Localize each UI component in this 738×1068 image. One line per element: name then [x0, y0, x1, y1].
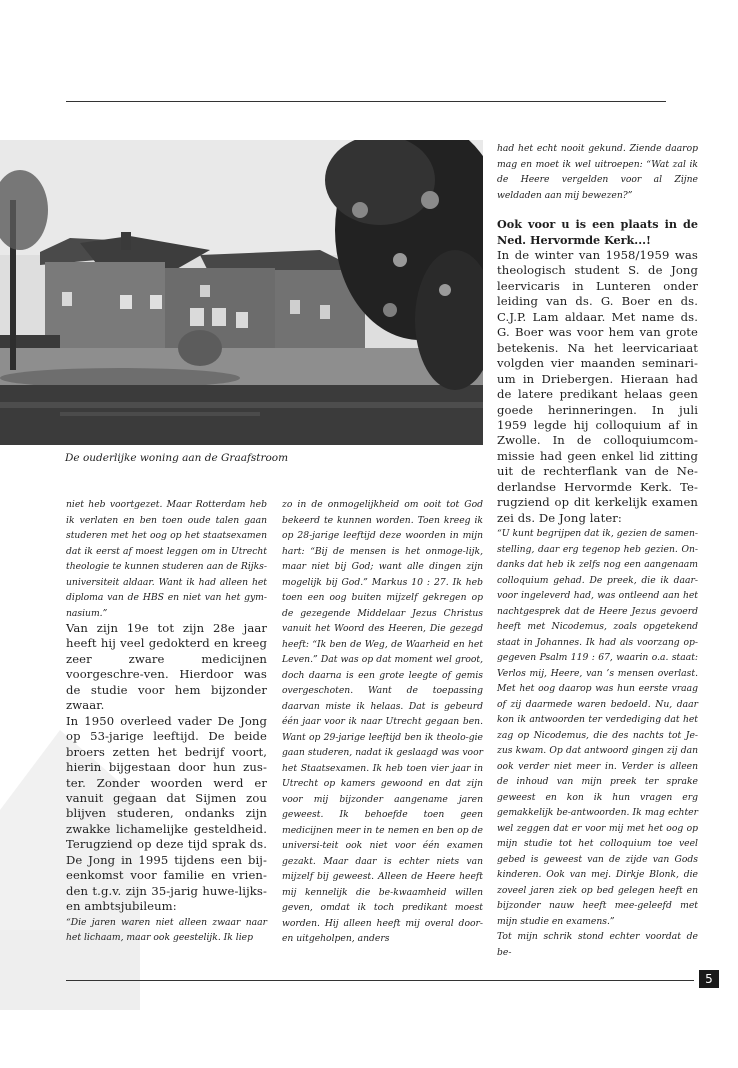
col2-paragraph: zo in de onmogelijkheid om ooit tot God bekeerd te kunnen worden. Toen kreeg ik op 28-jarige leeftijd deze woorden in mijn hart: “Bij de mensen is het onmoge-lijk, maar niet bij God; want alle dingen zijn mogelijk bij God.” Markus 10 : 27. Ik heb toen een oog buiten mijzelf gekregen op de gezegende Middelaar Jezus Christus vanuit het Woord des Heeren, Die gezegd heeft: “Ik ben de Weg, de Waarheid en het Leven.” Dat was op dat moment wel groot, doch daarna is een grote leegte of gemis overgeschoten. Want de toepassing daarvan miste ik helaas. Dat is gebeurd één jaar voor ik naar Utrecht gegaan ben. Want op 29-jarige leeftijd ben ik theolo-gie gaan studeren, nadat ik geslaagd was voor het Staatsexamen. Ik heb toen vier jaar in Utrecht op kamers gewoond en dat zijn voor mij bijzonder aangename jaren geweest. Ik behoefde toen geen medicijnen meer in te nemen en ben op de universi-teit ook niet voor één examen gezakt. Maar daar is echter niets van mijzelf bij geweest. Alleen de Heere heeft mij kennelijk die be-kwaamheid willen geven, omdat ik toch predikant moest worden. Hij alleen heeft mij overal door- en uitgeholpen, anders — [282, 499, 483, 944]
col1-paragraph: niet heb voortgezet. Maar Rotterdam heb ik verlaten en ben toen oude talen gaan studeren met het oog op het staatsexamen dat ik eerst af moest leggen om in Utrecht theologie te kunnen studeren aan de Rijks-universiteit aldaar. Want ik had alleen het diploma van de HBS en niet van het gym-nasium.” — [66, 499, 267, 619]
col3-paragraph: had het echt nooit gekund. Ziende daarop mag en moet ik wel uitroepen: “Wat zal ik de Heere vergelden voor al Zijne weldaden aan mij bewezen?” — [497, 143, 698, 201]
column-3 — [497, 141, 698, 960]
column-1 — [66, 497, 267, 946]
column-2 — [282, 497, 483, 947]
col1-paragraph: In 1950 overleed vader De Jong op 53-jarige leeftijd. De beide broers zetten het bedrijf voort, hierin bijgestaan door hun zus-ter. Zonder woorden werd er vanuit gegaan dat Sijmen zou blijven studeren, ondanks zijn zwakke lichamelijke gesteldheid. Terugziend op deze tijd sprak ds. De Jong in 1995 tijdens een bij-eenkomst voor familie en vrien-den t.g.v. zijn 35-jarig huwe-lijks- en ambtsjubileum: — [66, 713, 267, 914]
col1-paragraph: “Die jaren waren niet alleen zwaar naar het lichaam, maar ook geestelijk. Ik liep — [66, 916, 267, 944]
col3-paragraph: In de winter van 1958/1959 was theologisch student S. de Jong leervicaris in Lunteren onder leiding van ds. G. Boer en ds. C.J.P. Lam aldaar. Met name ds. G. Boer was voor hem van grote betekenis. Na het leervicariaat volgden vier maanden seminari-um in Driebergen. Hieraan had de latere predikant helaas geen goede herinneringen. In juli 1959 legde hij colloquium af in Zwolle. In de colloquiumcom-missie had geen enkel lid zitting uit de rechterflank van de Ne-derlandse Hervormde Kerk. Te-rugziend op dit kerkelijk examen zei ds. De Jong later: — [497, 248, 698, 525]
col3-paragraph: Tot mijn schrik stond echter voordat de be- — [497, 931, 698, 958]
page-number: 5 — [699, 970, 719, 988]
col3-paragraph: “U kunt begrijpen dat ik, gezien de samen-stelling, daar erg tegenop heb gezien. On-danks dat heb ik zelfs nog een aangenaam colloquium gehad. De preek, die ik daar-voor ingeleverd had, was ontleend aan het nachtgesprek dat de Heere Jezus gevoerd heeft met Nicodemus, zoals opgetekend staat in Johannes. Ik had als voorzang op-gegeven Psalm 119 : 67, waarin o.a. staat: Verlos mij, Heere, van ’s mensen overlast. Met het oog daarop was hun eerste vraag of zij daarmede waren bedoeld. Nu, daar kon ik antwoorden ter verdediging dat het zag op Nicodemus, die des nachts tot Je-zus kwam. Op dat antwoord gingen zij dan ook verder niet meer in. Verder is alleen de inhoud van mijn preek ter sprake geweest en kon ik hun vragen erg gemakkelijk be-antwoorden. Ik mag echter wel zeggen dat er voor mij met het oog op mijn studie tot het colloquium toe veel gebed is geweest van de zijde van Gods kinderen. Ook van mej. Dirkje Blonk, die zoveel jaren ziek op bed gelegen heeft en bijzonder nauw heeft mee-geleefd met mijn studie en examens.” — [497, 528, 698, 927]
col1-paragraph: Van zijn 19e tot zijn 28e jaar heeft hij veel gedokterd en kreeg zeer zware medicijnen voorgeschre-ven. Hierdoor was de studie voor hem bijzonder zwaar. — [66, 621, 267, 713]
section-heading: Ook voor u is een plaats in de Ned. Hervormde Kerk...! — [497, 217, 698, 247]
bottom-rule — [66, 980, 694, 981]
photo-caption: De ouderlijke woning aan de Graafstroom — [65, 452, 289, 464]
house-photo — [0, 140, 483, 445]
top-rule — [66, 101, 666, 102]
